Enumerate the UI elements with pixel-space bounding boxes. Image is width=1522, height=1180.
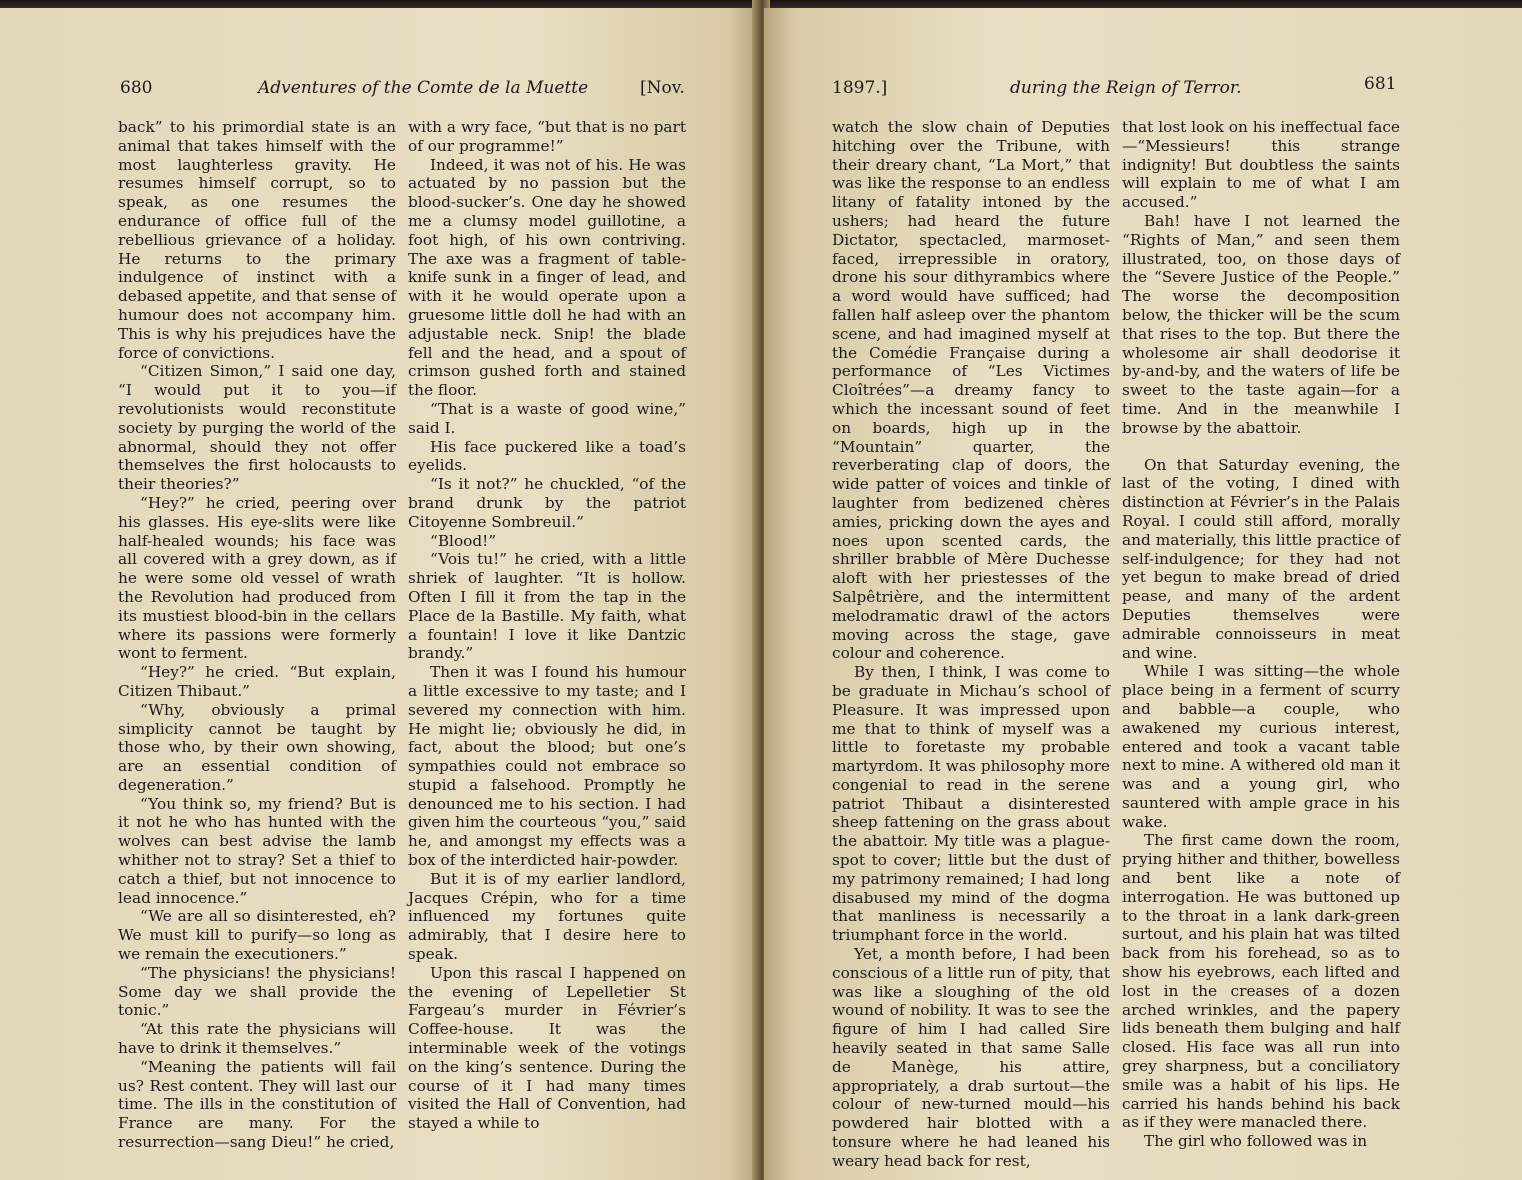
left-column-1 [118,118,396,1152]
right-running-title: during the Reign of Terror. [1010,78,1242,98]
paragraph: “Is it not?” he chuckled, “of the brand drunk by the patriot Citoyenne Sombreuil.” [408,475,686,531]
paragraph: By then, I think, I was come to be graduate in Michau’s school of Pleasure. It was impressed upon me that to think of myself was a little to foretaste my probable martyrdom. It was philosophy more congenial to read in the serene patriot Thibaut a disinterested sheep fattening on the grass about the abattoir. My title was a plague-spot to cover; little but the dust of my patrimony remained; I had long disabused my mind of the dogma that manliness is necessarily a triumphant force in the world. [832,663,1110,945]
paragraph: “Hey?” he cried, peering over his glasses. His eye-slits were like half-healed wounds; his face was all covered with a grey down, as if he were some old vessel of wrath the Revolution had produced from its mustiest blood-bin in the cellars where its passions were formerly wont to ferment. [118,493,396,663]
paragraph: On that Saturday evening, the last of the voting, I dined with distinction at Février’s in the Palais Royal. I could still afford, morally and materially, this little practice of self-indulgence; for they had not yet begun to make bread of dried pease, and many of the ardent Deputies themselves were admirable connoisseurs in meat and wine. [1122,455,1400,662]
paragraph: watch the slow chain of Deputies hitching over the Tribune, with their dreary chant, “La Mort,” that was like the response to an endless litany of fatality intoned by the ushers; had heard the future Dictator, spectacled, marmoset-faced, irrepressible in oratory, drone his sour dithyrambics where a word would have sufficed; had fallen half asleep over the phantom scene, and had imagined myself at the Comédie Française during a performance of “Les Victimes Cloîtrées”—a dreamy fancy to which the incessant sound of feet on boards, high up in the “Mountain” quarter, the reverberating clap of doors, the wide patter of voices and tinkle of laughter from bedizened chères amies, pricking down the ayes and noes upon scented cards, the shriller brabble of Mère Duchesse aloft with her priestesses of the Salpêtrière, and the intermittent melodramatic drawl of the actors moving across the stage, gave colour and coherence. [832,118,1110,663]
paragraph: “Vois tu!” he cried, with a little shriek of laughter. “It is hollow. Often I fill it from the tap in the Place de la Bastille. My faith, what a fountain! I love it like Dantzic brandy.” [408,550,686,663]
right-column-1 [832,118,1110,1171]
paragraph: “Meaning the patients will fail us? Rest content. They will last our time. The ills in the constitution of France are many. For the resurrection—sang Dieu!” he cried, [118,1057,396,1152]
paragraph: Upon this rascal I happened on the evening of Lepelletier St Fargeau’s murder in Février’s Coffee-house. It was the interminable week of the votings on the king’s sentence. During the course of it I had many times visited the Hall of Convention, had stayed a while to [408,963,686,1133]
paragraph: But it is of my earlier landlord, Jacques Crépin, who for a time influenced my fortunes quite admirably, that I desire here to speak. [408,869,686,964]
right-page-number: 681 [1364,74,1397,94]
paragraph: “Why, obviously a primal simplicity cannot be taught by those who, by their own showing, are an essential condition of degeneration.” [118,700,396,794]
left-running-date: [Nov. [640,78,685,98]
paragraph: “The physicians! the physicians! Some day we shall provide the tonic.” [118,963,396,1020]
paragraph: His face puckered like a toad’s eyelids. [408,437,686,475]
paragraph: “You think so, my friend? But is it not he who has hunted with the wolves can best advise the lamb whither not to stray? Set a thief to catch a thief, but not innocence to lead innocence.” [118,794,396,907]
left-running-title: Adventures of the Comte de la Muette [258,78,589,98]
paragraph: The first came down the room, prying hither and thither, bowelless and bent like a note of interrogation. He was buttoned up to the throat in a lank dark-green surtout, and his plain hat was tilted back from his forehead, so as to show his eyebrows, each lifted and lost in the creases of a dozen arched wrinkles, and the papery lids beneath them bulging and half closed. His face was all run into grey sharpness, but a conciliatory smile was a habit of his lips. He carried his hands behind his back as if they were manacled there. [1122,831,1400,1132]
paragraph: The girl who followed was in [1144,1132,1368,1151]
paragraph: “Hey?” he cried. “But explain, Citizen Thibaut.” [118,663,396,700]
paragraph: Bah! have I not learned the “Rights of Man,” and seen them illustrated, too, on those days of the “Severe Justice of the People.” The worse the decomposition below, the thicker will be the scum that rises to the top. But there the wholesome air shall deodorise it by-and-by, and the waters of life be sweet to the taste again—for a time. And in the meanwhile I browse by the abattoir. [1122,211,1400,437]
left-column-2 [408,118,686,1133]
paragraph: with a wry face, “but that is no part of our programme!” [408,118,686,155]
paragraph: “Blood!” [430,531,497,550]
paragraph: Yet, a month before, I had been conscious of a little run of pity, that was like a sloughing of the old wound of nobility. It was to see the figure of him I had called Sire heavily seated in that same Salle de Manège, his attire, appropriately, a drab surtout—the colour of new-turned mould—his powdered hair blotted with a tonsure where he had leaned his weary head back for rest, [832,945,1110,1170]
paragraph: “Citizen Simon,” I said one day, “I would put it to you—if revolutionists would reconstitute society by purging the world of the abnormal, should they not offer themselves the first holocausts to their theories?” [118,362,396,494]
paragraph: “At this rate the physicians will have to drink it themselves.” [118,1020,396,1058]
paragraph: back” to his primordial state is an animal that takes himself with the most laughterless gravity. He resumes himself corrupt, so to speak, as one resumes the endurance of office full of the rebellious grievance of a holiday. He returns to the primary indulgence of instinct with a debased appetite, and that sense of humour does not accompany him. This is why his prejudices have the force of convictions. [118,118,396,362]
paragraph: Then it was I found his humour a little excessive to my taste; and I severed my connection with him. He might lie; obviously he did, in fact, about the blood; but one’s sympathies could not embrace so stupid a falsehood. Promptly he denounced me to his section. I had given him the courteous “you,” said he, and amongst my effects was a box of the interdicted hair-powder. [408,663,686,870]
paragraph: that lost look on his ineffectual face —“Messieurs! this strange indignity! But doubtless the saints will explain to me of what I am accused.” [1122,118,1400,212]
left-page [0,8,758,1180]
right-column-2 [1122,118,1400,1151]
left-page-number: 680 [120,78,153,98]
paragraph: “That is a waste of good wine,” said I. [408,399,686,437]
right-page [764,8,1522,1180]
right-running-date: 1897.] [832,78,888,98]
paragraph: Indeed, it was not of his. He was actuated by no passion but the blood-sucker’s. One day he showed me a clumsy model guillotine, a foot high, of his own contriving. The axe was a fragment of table-knife sunk in a finger of lead, and with it he would operate upon a gruesome little doll he had with an adjustable neck. Snip! the blade fell and the head, and a spout of crimson gushed forth and stained the floor. [408,155,686,400]
paragraph: While I was sitting—the whole place being in a ferment of scurry and babble—a couple, who awakened my curious interest, entered and took a vacant table next to mine. A withered old man it was and a young girl, who sauntered with ample grace in his wake. [1122,662,1400,831]
paragraph: “We are all so disinterested, eh? We must kill to purify—so long as we remain the executioners.” [118,907,396,964]
